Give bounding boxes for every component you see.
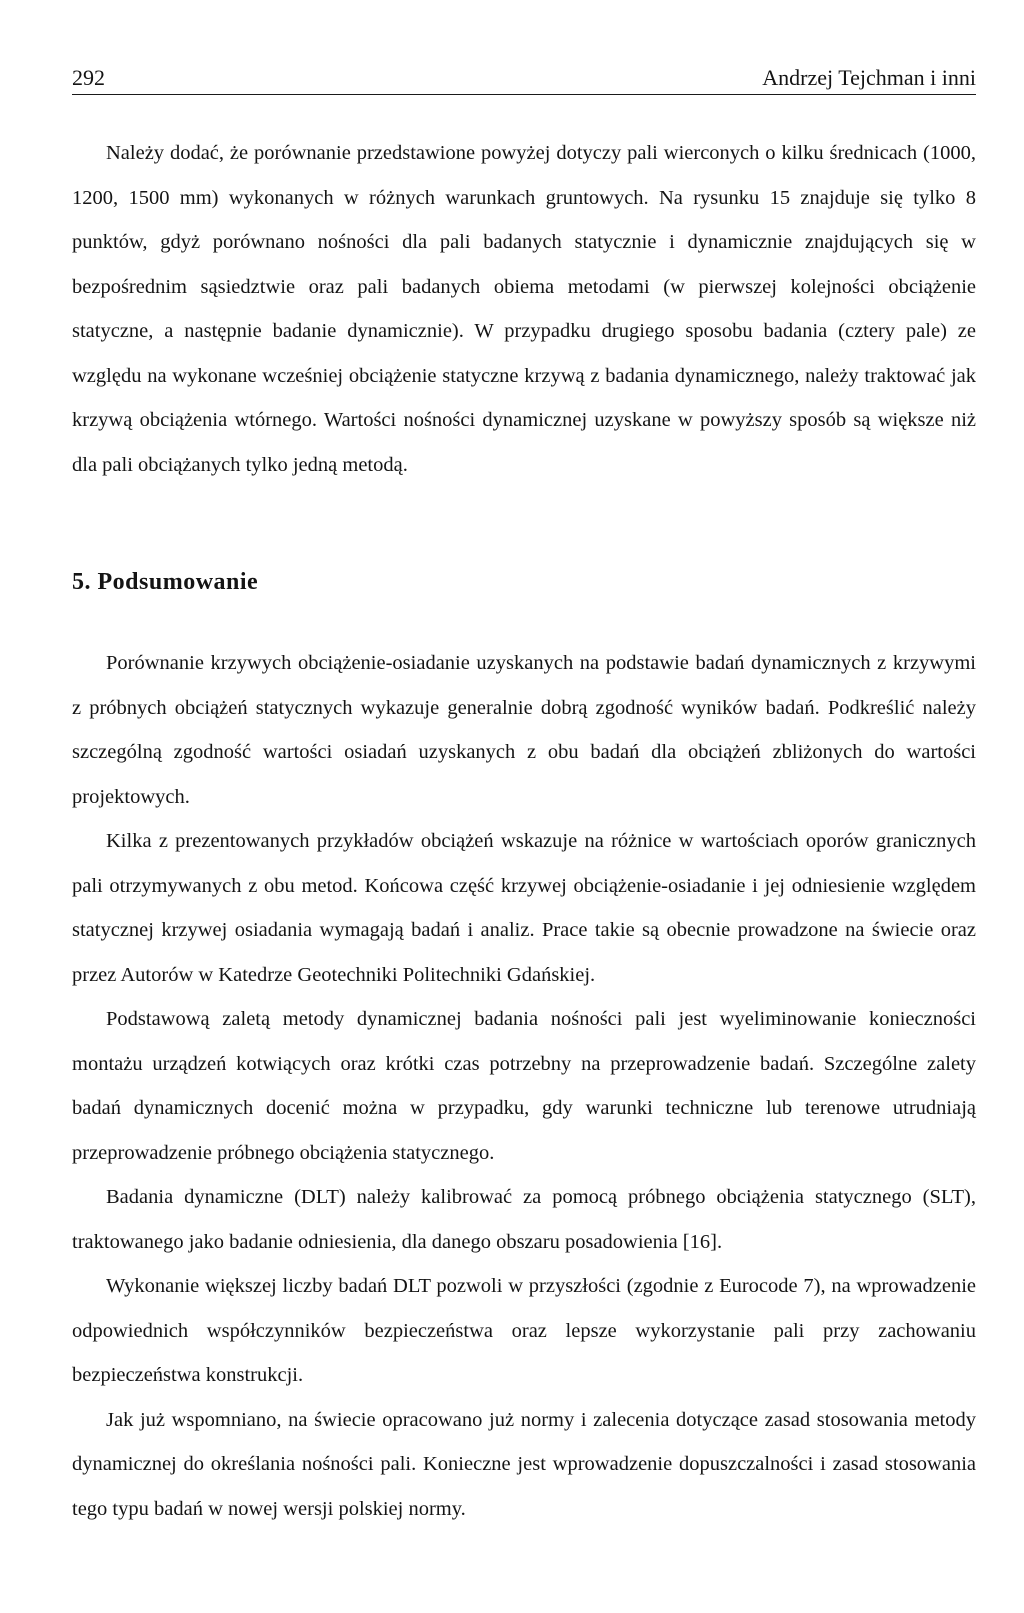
summary-paragraph-3: Podstawową zaletą metody dynamicznej badania nośności pali jest wyeliminowanie konieczności montażu urządzeń kotwiących oraz krótki czas potrzebny na przeprowadzenie badań. Szczególne zalety badań dynamicznych docenić można w przypadku, gdy warunki techniczne lub terenowe utrudniają przeprowadzenie próbnego obciążenia statycznego. [72,1008,976,1164]
summary-paragraph-1: Porównanie krzywych obciążenie-osiadanie uzyskanych na podstawie badań dynamicznych z krzywymi z próbnych obciążeń statycznych wykazuje generalnie dobrą zgodność wyników badań. Podkreślić należy szczególną zgodność wartości osiadań uzyskanych z obu badań dla obciążeń zbliżonych do wartości projektowych. [72,652,976,808]
running-header [72,64,976,95]
body-text [72,131,976,1531]
summary-paragraph-5: Wykonanie większej liczby badań DLT pozwoli w przyszłości (zgodnie z Eurocode 7), na wprowadzenie odpowiednich współczynników bezpieczeństwa oraz lepsze wykorzystanie pali przy zachowaniu bezpieczeństwa konstrukcji. [72,1275,976,1386]
section-heading: 5. Podsumowanie [72,569,259,595]
summary-paragraph-2: Kilka z prezentowanych przykładów obciążeń wskazuje na różnice w wartościach oporów granicznych pali otrzymywanych z obu metod. Końcowa część krzywej obciążenie-osiadanie i jej odniesienie względem statycznej krzywej osiadania wymagają badań i analiz. Prace takie są obecnie prowadzone na świecie oraz przez Autorów w Katedrze Geotechniki Politechniki Gdańskiej. [72,830,976,986]
document-page [72,64,976,1531]
page-number: 292 [72,65,105,90]
summary-paragraph-4: Badania dynamiczne (DLT) należy kalibrować za pomocą próbnego obciążenia statycznego (SLT), traktowanego jako badanie odniesienia, dla danego obszaru posadowienia [16]. [72,1186,976,1253]
running-title: Andrzej Tejchman i inni [762,65,976,90]
intro-paragraph: Należy dodać, że porównanie przedstawione powyżej dotyczy pali wierconych o kilku średnicach (1000, 1200, 1500 mm) wykonanych w różnych warunkach gruntowych. Na rysunku 15 znajduje się tylko 8 punktów, gdyż porównano nośności dla pali badanych statycznie i dynamicznie znajdujących się w bezpośrednim sąsiedztwie oraz pali badanych obiema metodami (w pierwszej kolejności obciążenie statyczne, a następnie badanie dynamicznie). W przypadku drugiego sposobu badania (cztery pale) ze względu na wykonane wcześniej obciążenie statyczne krzywą z badania dynamicznego, należy traktować jak krzywą obciążenia wtórnego. Wartości nośności dynamicznej uzyskane w powyższy sposób są większe niż dla pali obciążanych tylko jedną metodą. [72,142,976,476]
summary-paragraph-6: Jak już wspomniano, na świecie opracowano już normy i zalecenia dotyczące zasad stosowania metody dynamicznej do określania nośności pali. Konieczne jest wprowadzenie dopuszczalności i zasad stosowania tego typu badań w nowej wersji polskiej normy. [72,1408,976,1520]
